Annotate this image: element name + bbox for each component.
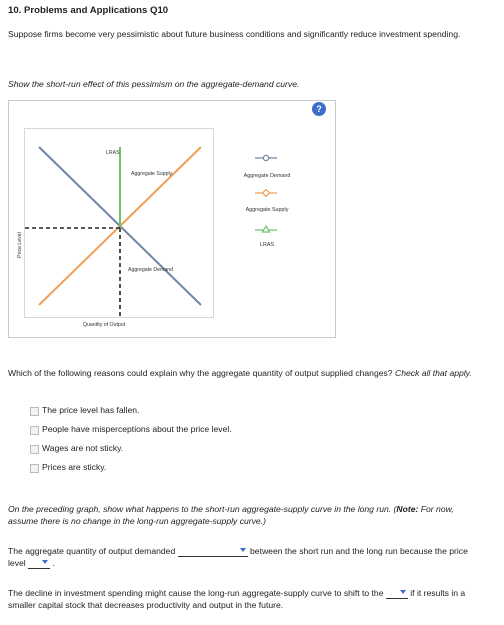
task-instruction: Show the short-run effect of this pessimism on the aggregate-demand curve. (8, 79, 300, 89)
question-4-part2: between the short run and the long run because the price level (8, 546, 468, 568)
aggregate-demand-curve-label: Aggregate Demand (128, 267, 173, 273)
option-label[interactable]: Wages are not sticky. (42, 443, 124, 453)
question-3-text: On the preceding graph, show what happens to the short-run aggregate-supply curve in the long run. (8, 504, 392, 514)
question-4-part1: The aggregate quantity of output demanded (8, 546, 176, 556)
aggregate-supply-curve-label: Aggregate Supply (131, 171, 173, 177)
checkbox-prices-sticky[interactable] (30, 464, 39, 473)
chevron-down-icon (42, 560, 48, 564)
diamond-line-icon[interactable] (255, 189, 277, 197)
question-5 (8, 587, 478, 611)
lras-curve-label: LRAS (106, 150, 120, 156)
legend-lras-label: LRAS (259, 242, 275, 248)
circle-line-icon[interactable] (255, 154, 277, 162)
graph-plot-area[interactable] (24, 128, 214, 318)
question-3-note-label: Note: (396, 504, 419, 514)
checkbox-misperceptions[interactable] (30, 426, 39, 435)
intro-text: Suppose firms become very pessimistic about future business conditions and significantly reduce investment spending. (8, 29, 461, 39)
question-3-open-paren: ( (393, 504, 397, 514)
legend-aggregate-supply-label: Aggregate Supply (245, 207, 289, 213)
question-5-part1: The decline in investment spending might cause the long-run aggregate-supply curve to shift to the (8, 588, 384, 598)
question-4-end: . (52, 558, 55, 568)
legend-aggregate-demand-label: Aggregate Demand (243, 173, 291, 179)
question-3 (8, 503, 478, 527)
question-4 (8, 545, 478, 569)
output-demanded-dropdown[interactable] (178, 546, 248, 557)
question-5-part2: if it results in a smaller capital stock that decreases productivity and output in the future. (8, 588, 466, 610)
option-label[interactable]: The price level has fallen. (42, 405, 140, 415)
question-2 (8, 367, 478, 379)
chevron-down-icon (240, 548, 246, 552)
question-3-note-text: For now, assume there is no change in the long-run aggregate-supply curve.) (8, 504, 454, 526)
triangle-line-icon[interactable] (255, 225, 277, 233)
y-axis-label: Price Level (17, 232, 23, 258)
checkbox-wages-not-sticky[interactable] (30, 445, 39, 454)
help-icon[interactable]: ? (312, 102, 326, 116)
page-title: 10. Problems and Applications Q10 (8, 5, 169, 16)
option-label[interactable]: People have misperceptions about the price level. (42, 424, 232, 434)
x-axis-label: Quantity of Output (83, 322, 126, 328)
lras-shift-dropdown[interactable] (386, 588, 408, 599)
question-2-text: Which of the following reasons could explain why the aggregate quantity of output supplied changes? (8, 368, 393, 378)
chevron-down-icon (400, 590, 406, 594)
checkbox-price-level-fallen[interactable] (30, 407, 39, 416)
option-label[interactable]: Prices are sticky. (42, 462, 107, 472)
graph-svg (25, 129, 213, 317)
question-2-hint: Check all that apply. (394, 368, 472, 378)
price-level-dropdown[interactable] (28, 558, 50, 569)
